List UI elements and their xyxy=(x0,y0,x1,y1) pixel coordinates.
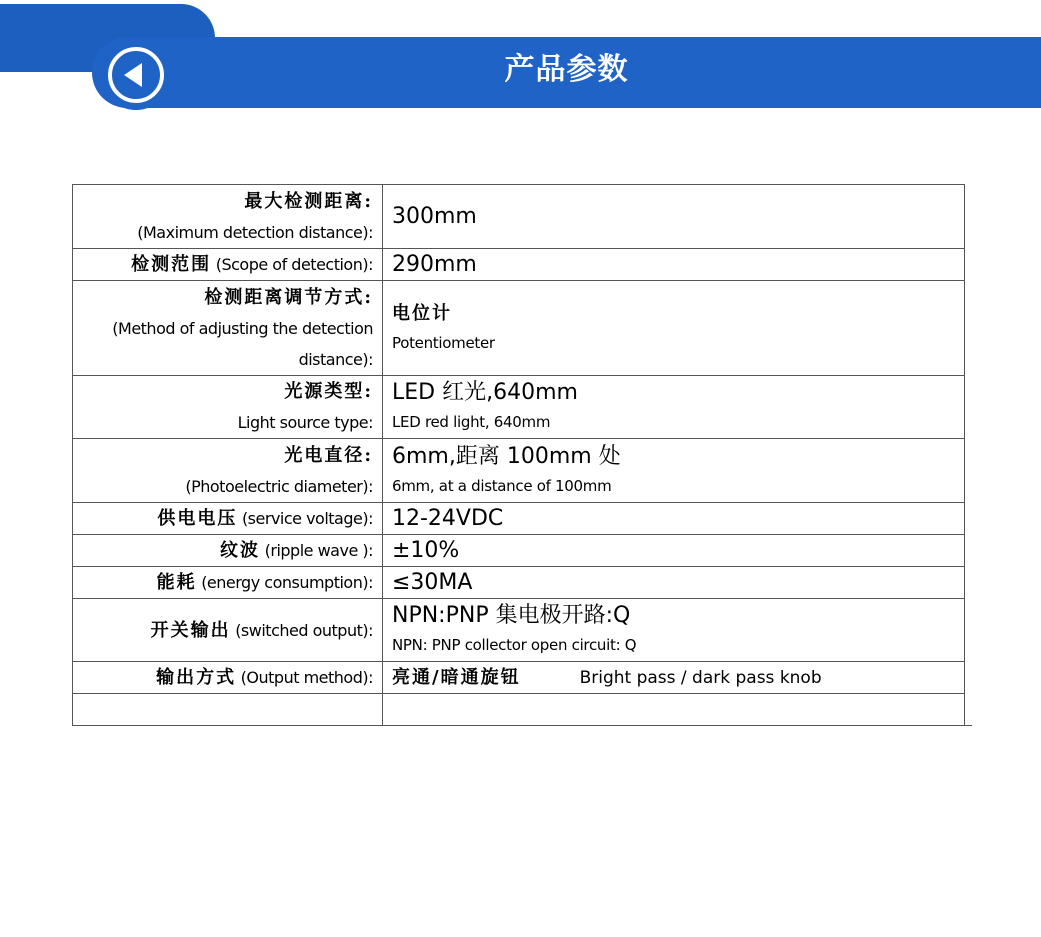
spec-value-empty xyxy=(383,694,965,726)
back-arrow-icon xyxy=(104,43,168,107)
spec-label-en: (service voltage): xyxy=(241,509,373,528)
spec-label xyxy=(73,599,383,662)
spec-value xyxy=(383,662,965,694)
spec-row-adjust-method xyxy=(73,281,965,376)
spec-table xyxy=(72,184,965,726)
spec-row-switched-output xyxy=(73,599,965,662)
spec-label-cn: 最大检测距离: xyxy=(244,190,373,212)
spec-label-en: (Maximum detection distance): xyxy=(137,222,373,242)
spec-value: 12-24VDC xyxy=(383,503,965,535)
spec-row-output-method xyxy=(73,662,965,694)
spec-row-empty xyxy=(73,694,965,726)
spec-label-en: (ripple wave ): xyxy=(264,541,373,560)
spec-label-cn: 供电电压 xyxy=(157,508,238,529)
header-banner xyxy=(92,37,1041,108)
spec-row-light-source xyxy=(73,376,965,439)
spec-label-en: Light source type: xyxy=(237,413,373,432)
spec-label-cn: 纹波 xyxy=(220,540,261,561)
spec-label-en: (Scope of detection): xyxy=(215,255,373,274)
spec-value-en: Potentiometer xyxy=(392,334,495,352)
page-title: 产品参数 xyxy=(504,52,629,87)
spec-row-consumption xyxy=(73,567,965,599)
spec-row-diameter xyxy=(73,439,965,503)
spec-label-cn: 输出方式 xyxy=(156,667,237,688)
spec-label xyxy=(73,249,383,281)
spec-value xyxy=(383,439,965,503)
spec-value-en: NPN: PNP collector open circuit: Q xyxy=(392,636,637,654)
spec-value-main: LED 红光,640mm xyxy=(392,380,578,405)
spec-value-en: 6mm, at a distance of 100mm xyxy=(392,476,612,495)
back-button[interactable] xyxy=(104,43,168,107)
spec-value-en: Bright pass / dark pass knob xyxy=(579,668,822,688)
spec-row-max-distance xyxy=(73,185,965,249)
spec-label-cn: 检测范围 xyxy=(131,254,212,275)
spec-value-cn: 亮通/暗通旋钮 xyxy=(392,667,521,688)
spec-label xyxy=(73,439,383,503)
spec-label-cn: 光源类型: xyxy=(284,381,373,402)
spec-label-en: (Output method): xyxy=(240,668,373,687)
spec-value xyxy=(383,599,965,662)
spec-label xyxy=(73,281,383,376)
spec-label-cn: 能耗 xyxy=(156,572,197,593)
spec-label-en: (Method of adjusting the detection distance): xyxy=(112,318,373,369)
spec-label-en: (energy consumption): xyxy=(201,573,373,592)
spec-value-main: NPN:PNP 集电极开路:Q xyxy=(392,603,631,628)
spec-label xyxy=(73,503,383,535)
spec-value xyxy=(383,281,965,376)
spec-value-en: LED red light, 640mm xyxy=(392,413,551,431)
spec-label-en: (Photoelectric diameter): xyxy=(185,476,373,496)
spec-value: ≤30MA xyxy=(383,567,965,599)
spec-label-cn: 检测距离调节方式: xyxy=(204,286,373,308)
spec-row-ripple xyxy=(73,535,965,567)
spec-row-voltage xyxy=(73,503,965,535)
spec-label xyxy=(73,535,383,567)
table-bottom-divider xyxy=(72,725,972,726)
spec-label xyxy=(73,662,383,694)
spec-label xyxy=(73,567,383,599)
spec-value-cn: 电位计 xyxy=(392,303,452,324)
spec-value xyxy=(383,376,965,439)
spec-row-scope xyxy=(73,249,965,281)
spec-value: ±10% xyxy=(383,535,965,567)
spec-value: 300mm xyxy=(383,185,965,249)
spec-label-cn: 开关输出 xyxy=(150,619,231,641)
spec-label xyxy=(73,376,383,439)
spec-label xyxy=(73,185,383,249)
spec-label-en: (switched output): xyxy=(235,620,373,640)
spec-value: 290mm xyxy=(383,249,965,281)
spec-label-cn: 光电直径: xyxy=(284,444,373,466)
spec-value-main: 6mm,距离 100mm 处 xyxy=(392,443,621,469)
spec-label-empty xyxy=(73,694,383,726)
